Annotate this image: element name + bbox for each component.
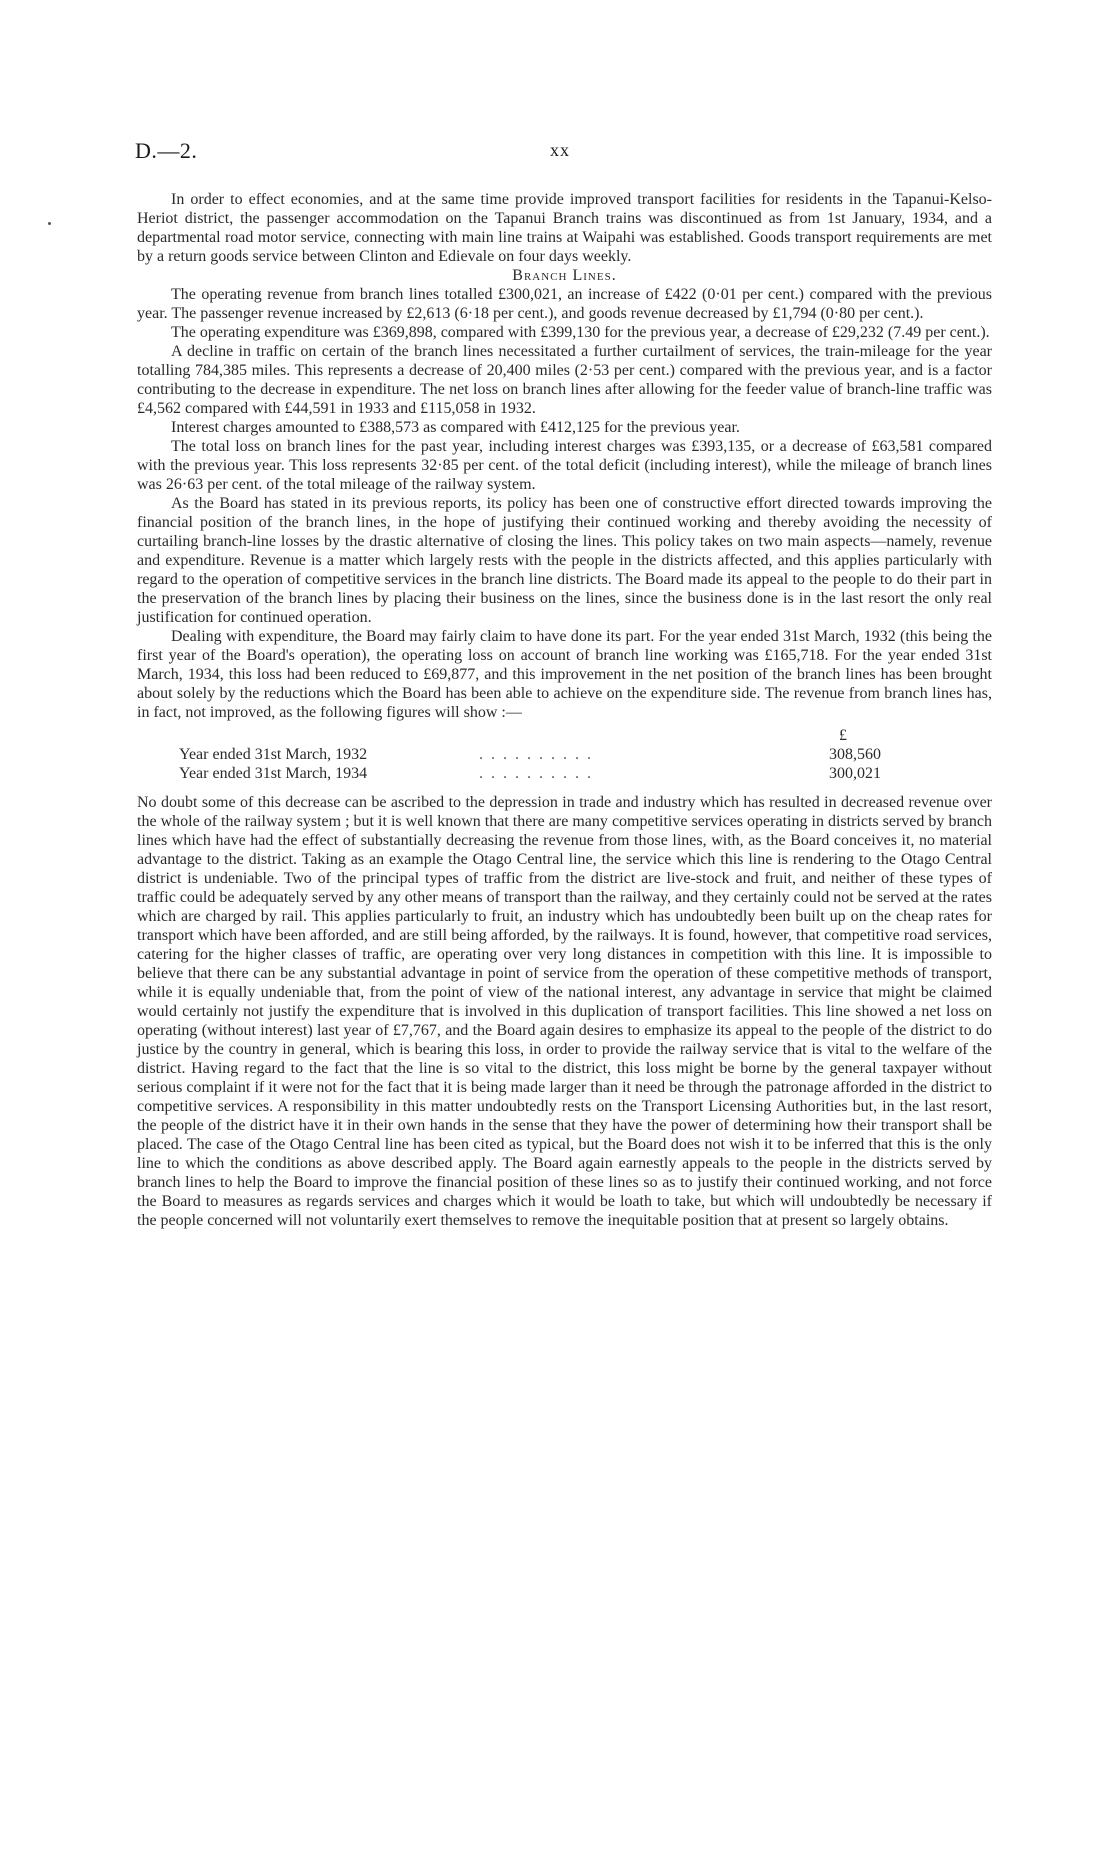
leader-dots: . . . . . . . . . . xyxy=(479,765,593,782)
closing-paragraph: No doubt some of this decrease can be ascribed to the depression in trade and industry which has resulted in decreased revenue over the whole of the railway system ; but it is well known that there are many competitive services operating in districts served by branch lines which have had the effect of substantially decreasing the revenue from those lines, with, as the Board conceives it, no material advantage to the district. Taking as an example the Otago Central line, the service which this line is rendering to the Otago Central district is undeniable. Two of the principal types of traffic from the district are live-stock and fruit, and neither of these types of traffic could be adequately served by any other means of transport than the railway, and they certainly could not be served at the rates which are charged by rail. This applies particularly to fruit, an industry which has undoubtedly been built up on the cheap rates for transport which have been afforded, and are still being afforded, by the railways. It is found, however, that competitive road services, catering for the higher classes of traffic, are operating over very long distances in competition with this line. It is impossible to believe that there can be any substantial advantage in point of service from the operation of these competitive methods of transport, while it is equally undeniable that, from the point of view of the national interest, any advantage in service that might be claimed would certainly not justify the expenditure that is involved in this duplication of transport facilities. This line showed a net loss on operating (without interest) last year of £7,767, and the Board again desires to emphasize its appeal to the people of the district to do justice by the country in general, which is bearing this loss, in order to provide the railway service that is vital to the welfare of the district. Having regard to the fact that the line is so vital to the district, this loss might be borne by the general taxpayer without serious complaint if it were not for the fact that it is being made larger than it need be through the patronage afforded in the district to competitive services. A responsibility in this matter undoubtedly rests on the Transport Licensing Authorities but, in the last resort, the people of the district have it in their own hands in the sense that they have the power of determining how their transport shall be placed. The case of the Otago Central line has been cited as typical, but the Board does not wish it to be inferred that this is the only line to which the conditions as above described apply. The Board again earnestly appeals to the people in the districts served by branch lines to help the Board to improve the financial position of these lines so as to justify their continued working, and not force the Board to measures as regards services and charges which it would be loath to take, but which will undoubtedly be necessary if the people concerned will not voluntarily exert themselves to remove the inequitable position that at present so largely obtains. xyxy=(137,794,992,1229)
row-label: Year ended 31st March, 1934 xyxy=(179,765,368,782)
row-value: 308,560 xyxy=(829,746,881,763)
paragraph: Dealing with expenditure, the Board may fairly claim to have done its part. For the year ended 31st March, 1932 (this being the first year of the Board's operation), the operating loss on account of branch line working was £165,718. For the year ended 31st March, 1934, this loss had been reduced to £69,877, and this improvement in the net position of the branch lines has been brought about solely by the reductions which the Board has been able to achieve on the expenditure side. The revenue from branch lines has, in fact, not improved, as the following figures will show :— xyxy=(137,628,992,721)
margin-mark xyxy=(48,222,51,225)
paragraph: A decline in traffic on certain of the branch lines necessitated a further curtailment of services, the train-mileage for the year totalling 784,385 miles. This represents a decrease of 20,400 miles (2·53 per cent.) compared with the previous year, and is a factor contributing to the decrease in expenditure. The net loss on branch lines after allowing for the feeder value of branch-line traffic was £4,562 compared with £44,591 in 1933 and £115,058 in 1932. xyxy=(137,343,992,417)
paragraph: The operating expenditure was £369,898, compared with £399,130 for the previous year, a decrease of £29,232 (7.49 per cent.). xyxy=(171,324,990,341)
paragraph: The total loss on branch lines for the past year, including interest charges was £393,135, or a decrease of £63,581 compared with the previous year. This loss represents 32·85 per cent. of the total deficit (including interest), while the mileage of branch lines was 26·63 per cent. of the total mileage of the railway system. xyxy=(137,438,992,493)
row-value: 300,021 xyxy=(829,765,881,782)
intro-paragraph: In order to effect economies, and at the same time provide improved transport facilities for residents in the Tapanui-Kelso-Heriot district, the passenger accommodation on the Tapanui Branch trains was discontinued as from 1st January, 1934, and a departmental road motor service, connecting with main line trains at Waipahi was established. Goods transport requirements are met by a return goods service between Clinton and Edievale on four days weekly. xyxy=(137,191,992,265)
paragraph: Interest charges amounted to £388,573 as compared with £412,125 for the previous year. xyxy=(171,419,740,436)
revenue-table xyxy=(179,726,919,783)
currency-header: £ xyxy=(839,727,847,744)
document-reference: D.—2. xyxy=(135,138,198,163)
section-heading: Branch Lines. xyxy=(512,267,617,284)
page-header xyxy=(135,138,995,168)
document-body xyxy=(137,190,992,1230)
paragraph: As the Board has stated in its previous reports, its policy has been one of constructive effort directed towards improving the financial position of the branch lines, in the hope of justifying their continued working and thereby avoiding the necessity of curtailing branch-line losses by the drastic alternative of closing the lines. This policy takes on two main aspects—namely, revenue and expenditure. Revenue is a matter which largely rests with the people in the districts affected, and this applies particularly with regard to the operation of competitive services in the branch line districts. The Board made its appeal to the people to do their part in the preservation of the branch lines by placing their business on the lines, since the business done is in the last resort the only real justification for continued operation. xyxy=(137,495,992,626)
leader-dots: . . . . . . . . . . xyxy=(479,746,593,763)
table-row xyxy=(179,745,919,764)
table-header-row xyxy=(179,726,919,745)
row-label: Year ended 31st March, 1932 xyxy=(179,746,368,763)
page-number: xx xyxy=(550,140,570,160)
table-row xyxy=(179,764,919,783)
paragraph: The operating revenue from branch lines totalled £300,021, an increase of £422 (0·01 per cent.) compared with the previous year. The passenger revenue increased by £2,613 (6·18 per cent.), and goods revenue decreased by £1,794 (0·80 per cent.). xyxy=(137,286,992,322)
